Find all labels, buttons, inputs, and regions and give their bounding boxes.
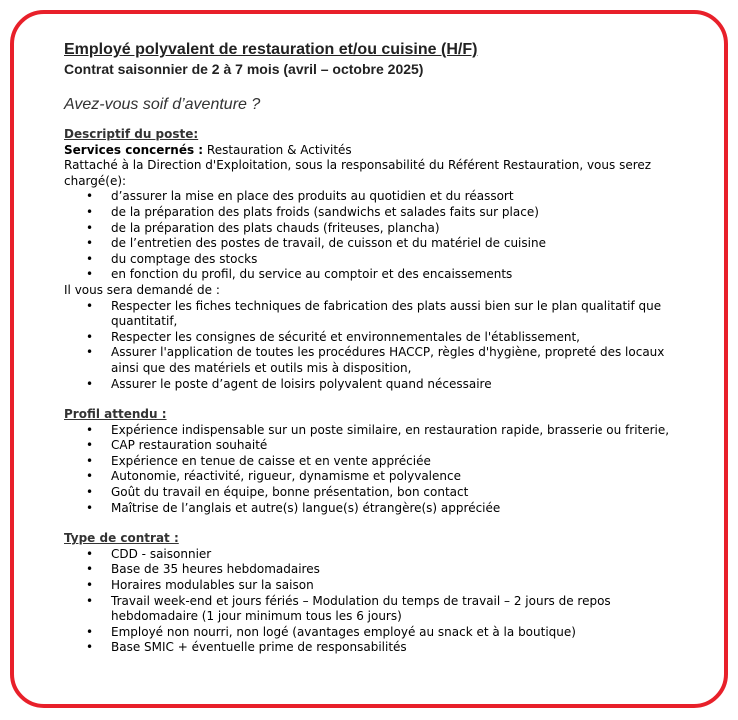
list-item: • Assurer l'application de toutes les procédures HACCP, règles d'hygiène, propreté des locaux ainsi que des matériels et outils mis à disposition, xyxy=(86,345,665,375)
bullet-icon: • xyxy=(86,220,94,235)
profil-list xyxy=(64,423,680,517)
list-item: • en fonction du profil, du service au comptoir et des encaissements xyxy=(86,267,513,282)
services-value: Restauration & Activités xyxy=(203,142,352,157)
page-title: Employé polyvalent de restauration et/ou cuisine (H/F) xyxy=(64,41,478,58)
bullet-icon: • xyxy=(86,251,94,266)
bullet-icon: • xyxy=(86,500,94,515)
bullet-icon: • xyxy=(86,345,94,360)
list-item: • Expérience indispensable sur un poste similaire, en restauration rapide, brasserie ou friterie, xyxy=(86,422,670,437)
list-item: • Base SMIC + éventuelle prime de responsabilités xyxy=(86,640,407,655)
list-item: • CAP restauration souhaité xyxy=(86,438,268,453)
section-heading-descriptif: Descriptif du poste: xyxy=(64,127,199,141)
job-posting xyxy=(64,40,680,656)
bullet-icon: • xyxy=(86,422,94,437)
bullet-icon: • xyxy=(86,267,94,282)
bullet-icon: • xyxy=(86,624,94,639)
bullet-icon: • xyxy=(86,204,94,219)
bullet-icon: • xyxy=(86,438,94,453)
list-item: • Respecter les fiches techniques de fabrication des plats aussi bien sur le plan qualitatif que quantitatif, xyxy=(86,298,662,329)
list-item: • Goût du travail en équipe, bonne présentation, bon contact xyxy=(86,485,469,500)
list-item: • de la préparation des plats chauds (friteuses, plancha) xyxy=(86,220,440,235)
bullet-icon: • xyxy=(86,485,94,500)
list-item: • Expérience en tenue de caisse et en vente appréciée xyxy=(86,453,431,468)
bullet-icon: • xyxy=(86,298,94,313)
descriptif-intro: Rattaché à la Direction d'Exploitation, sous la responsabilité du Référent Restauration, vous serez chargé(e): xyxy=(64,158,652,188)
tasks-list xyxy=(64,189,680,283)
contrat-list xyxy=(64,547,680,656)
list-item: • Base de 35 heures hebdomadaires xyxy=(86,562,320,577)
list-item: • de la préparation des plats froids (sandwichs et salades faits sur place) xyxy=(86,204,539,219)
services-line xyxy=(64,143,680,159)
services-label: Services concernés : xyxy=(64,142,204,157)
bullet-icon: • xyxy=(86,469,94,484)
bullet-icon: • xyxy=(86,453,94,468)
list-item: • Assurer le poste d’agent de loisirs polyvalent quand nécessaire xyxy=(86,376,492,391)
list-item: • Maîtrise de l’anglais et autre(s) langue(s) étrangère(s) appréciée xyxy=(86,500,501,515)
section-descriptif xyxy=(64,127,680,392)
section-heading-profil: Profil attendu : xyxy=(64,407,167,422)
bullet-icon: • xyxy=(86,562,94,577)
list-item: • de l’entretien des postes de travail, de cuisson et du matériel de cuisine xyxy=(86,236,546,251)
list-item: • d’assurer la mise en place des produits au quotidien et du réassort xyxy=(86,189,514,204)
section-contrat xyxy=(64,531,680,656)
list-item: • du comptage des stocks xyxy=(86,251,258,266)
list-item: • Travail week-end et jours fériés – Modulation du temps de travail – 2 jours de repos hebdomadaire (1 jour minimum tous les 6 jours) xyxy=(86,593,611,624)
list-item: • Horaires modulables sur la saison xyxy=(86,578,314,593)
demands-list xyxy=(64,299,680,393)
tagline: Avez-vous soif d’aventure ? xyxy=(64,96,261,113)
bullet-icon: • xyxy=(86,578,94,593)
bullet-icon: • xyxy=(86,546,94,561)
section-profil xyxy=(64,407,680,516)
bullet-icon: • xyxy=(86,329,94,344)
list-item: • Autonomie, réactivité, rigueur, dynamisme et polyvalence xyxy=(86,469,461,484)
bullet-icon: • xyxy=(86,376,94,391)
page-subtitle: Contrat saisonnier de 2 à 7 mois (avril – octobre 2025) xyxy=(64,61,424,77)
list-item: • Respecter les consignes de sécurité et environnementales de l'établissement, xyxy=(86,329,580,344)
list-item: • CDD - saisonnier xyxy=(86,546,212,561)
list-item: • Employé non nourri, non logé (avantages employé au snack et à la boutique) xyxy=(86,624,576,639)
bullet-icon: • xyxy=(86,189,94,204)
bullet-icon: • xyxy=(86,593,94,608)
demand-intro: Il vous sera demandé de : xyxy=(64,282,220,297)
section-heading-contrat: Type de contrat : xyxy=(64,531,179,546)
bullet-icon: • xyxy=(86,640,94,655)
bullet-icon: • xyxy=(86,236,94,251)
